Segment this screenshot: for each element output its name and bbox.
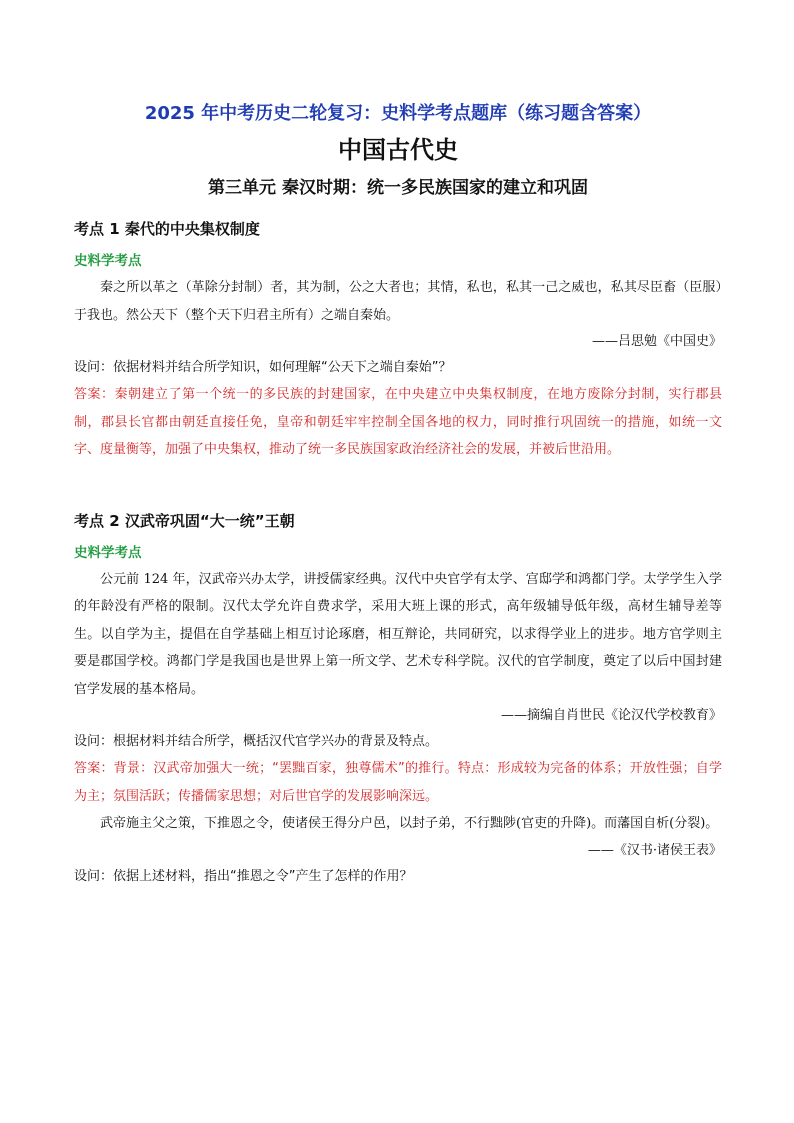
main-title: 中国古代史 xyxy=(338,136,458,164)
section-2 xyxy=(74,508,722,890)
section-2-source-text-1: 公元前 124 年，汉武帝兴办太学，讲授儒家经典。汉代中央官学有太学、宫邸学和鸿都门学。太学学生入学的年龄没有严格的限制。汉代太学允许自费求学，采用大班上课的形式，高年级辅导低年级，高材生辅导差等生。以自学为主，提倡在自学基础上相互讨论琢磨，相互辩论，共同研究，以求得学业上的进步。地方官学则主要是郡国学校。鸿都门学是我国也是世界上第一所文学、艺术专科学院。汉代的官学制度，奠定了以后中国封建官学发展的基本格局。 xyxy=(74,571,722,697)
section-2-citation-1: ——摘编自肖世民《论汉代学校教育》 xyxy=(500,708,722,723)
section-2-citation-2: ——《汉书·诸侯王表》 xyxy=(587,842,722,858)
section-2-source-text-2: 武帝施主父之策，下推恩之令，使诸侯王得分户邑，以封子弟，不行黜陟(官吏的升降)。而藩国自析(分裂)。 xyxy=(100,816,719,831)
section-2-answer-1: 答案：背景：汉武帝加强大一统；“罢黜百家，独尊儒术”的推行。特点：形成较为完备的体系；开放性强；自学为主；氛围活跃；传播儒家思想；对后世官学的发展影响深远。 xyxy=(74,761,722,804)
document-title: 2025 年中考历史二轮复习：史料学考点题库（练习题含答案） xyxy=(144,103,652,124)
section-1-question: 设问：依据材料并结合所学知识，如何理解“公天下之端自秦始”？ xyxy=(74,360,452,375)
section-1-title: 考点 1 秦代的中央集权制度 xyxy=(74,220,260,238)
section-1-source-text: 秦之所以革之（革除分封制）者，其为制，公之大者也；其情，私也，私其一己之威也，私其尽臣畜（臣服）于我也。然公天下（整个天下归君主所有）之端自秦始。 xyxy=(74,280,722,323)
section-2-title: 考点 2 汉武帝巩固“大一统”王朝 xyxy=(74,511,295,530)
section-1 xyxy=(74,216,722,464)
section-2-question-1: 设问：根据材料并结合所学，概括汉代官学兴办的背景及特点。 xyxy=(74,734,439,749)
document-page xyxy=(74,100,722,890)
section-1-citation: ——吕思勉《中国史》 xyxy=(591,334,722,349)
section-2-label: 史料学考点 xyxy=(74,544,142,561)
section-2-question-2: 设问：依据上述材料，指出“推恩之令”产生了怎样的作用？ xyxy=(74,868,413,884)
section-1-label: 史料学考点 xyxy=(74,253,142,269)
section-1-answer: 答案：秦朝建立了第一个统一的多民族的封建国家，在中央建立中央集权制度，在地方废除分封制，实行郡县制，郡县长官都由朝廷直接任免，皇帝和朝廷牢牢控制全国各地的权力，同时推行巩固统一的措施，如统一文字、度量衡等，加强了中央集权，推动了统一多民族国家政治经济社会的发展，并被后世沿用。 xyxy=(74,387,722,457)
unit-title: 第三单元 秦汉时期：统一多民族国家的建立和巩固 xyxy=(208,178,588,198)
